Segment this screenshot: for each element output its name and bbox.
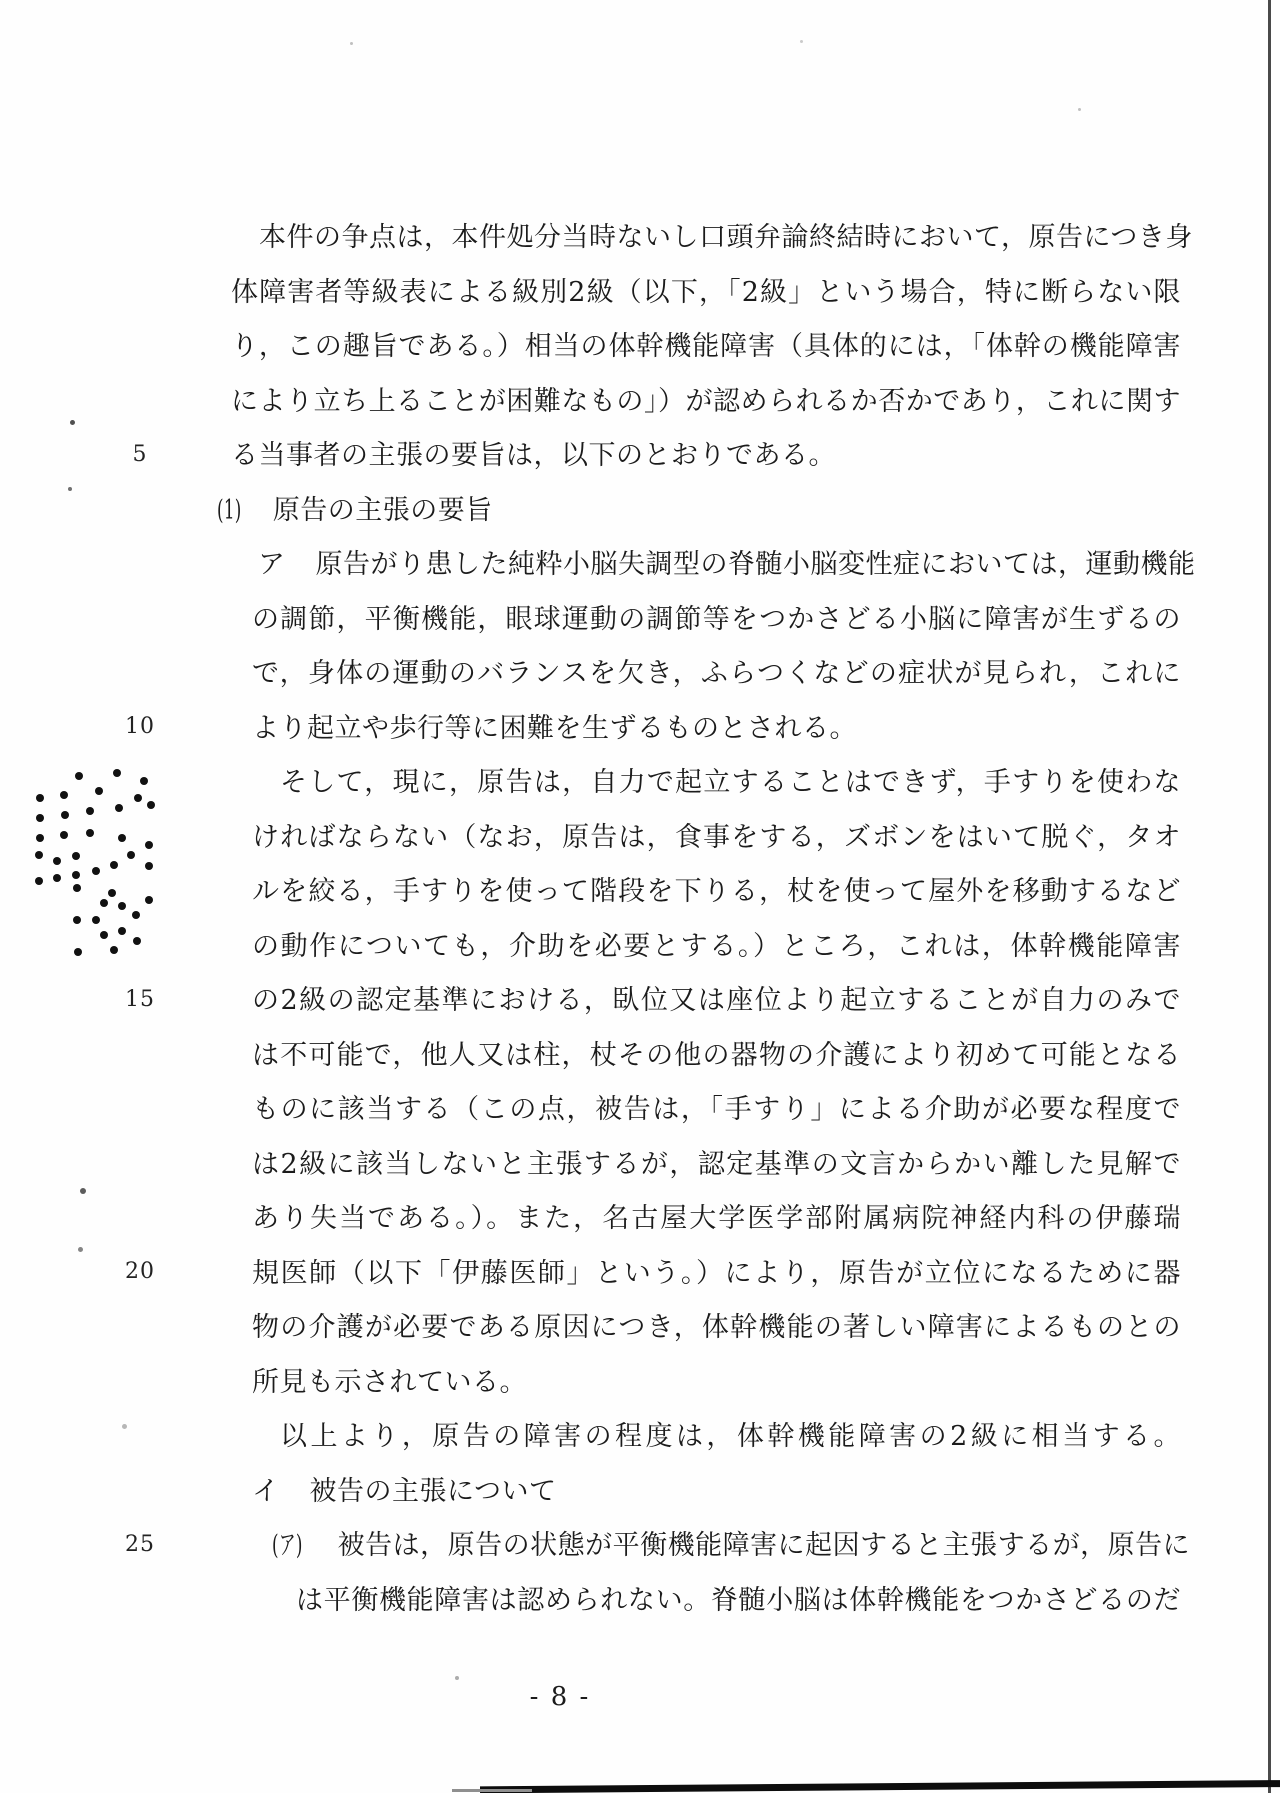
scan-bottom-streak-faint <box>452 1789 532 1792</box>
document-line-item-a <box>258 547 1196 583</box>
stamp-dot <box>140 777 148 785</box>
margin-line-number-10: 10 <box>125 714 155 739</box>
stamp-dot <box>92 916 100 924</box>
document-line: 所見も示されている。 <box>252 1367 527 1398</box>
stamp-dot <box>75 772 83 780</box>
document-line: の調節，平衡機能，眼球運動の調節等をつかさどる小脳に障害が生ずるの <box>252 604 1181 635</box>
stamp-dot <box>74 948 82 956</box>
item-text: 被告は，原告の状態が平衡機能障害に起因すると主張するが，原告に <box>337 1530 1191 1561</box>
stamp-dot <box>35 851 43 859</box>
item-text: 原告がり患した純粋小脳失調型の脊髄小脳変性症においては，運動機能 <box>315 549 1196 580</box>
document-line: 本件の争点は，本件処分当時ないし口頭弁論終結時において，原告につき身 <box>259 222 1193 253</box>
document-line: で，身体の運動のバランスを欠き，ふらつくなどの症状が見られ，これに <box>252 658 1181 689</box>
scan-right-edge-line <box>1268 0 1271 1793</box>
stamp-dot <box>100 899 108 907</box>
stamp-dot <box>73 884 81 892</box>
stamp-dot <box>35 877 43 885</box>
stamp-dot <box>73 916 81 924</box>
dust-speck <box>800 40 803 43</box>
stamp-dot <box>145 896 153 904</box>
stamp-dot <box>86 829 94 837</box>
item-text: 被告の主張について <box>309 1476 557 1507</box>
stamp-dot <box>118 834 126 842</box>
stamp-dot <box>145 841 153 849</box>
dust-speck <box>1078 108 1081 111</box>
dust-speck <box>68 487 72 491</box>
item-marker-a: ア <box>258 549 286 580</box>
section-number: (1) <box>217 495 242 526</box>
stamp-dot <box>147 801 155 809</box>
stamp-dot <box>72 871 80 879</box>
stamp-dot <box>134 794 142 802</box>
stamp-dot <box>72 852 80 860</box>
stamp-dot <box>86 807 94 815</box>
dust-speck <box>122 1424 127 1429</box>
document-line-item-i <box>252 1474 556 1510</box>
stamp-dot <box>133 937 141 945</box>
document-line-item-sub-a <box>272 1528 1191 1564</box>
dust-speck <box>455 1676 459 1680</box>
margin-line-number-20: 20 <box>125 1259 155 1284</box>
document-line: 物の介護が必要である原因につき，体幹機能の著しい障害によるものとの <box>252 1312 1181 1343</box>
document-line: は2級に該当しないと主張するが，認定基準の文言からかい離した見解で <box>252 1149 1181 1180</box>
document-line: ルを絞る，手すりを使って階段を下りる，杖を使って屋外を移動するなど <box>252 876 1181 907</box>
margin-line-number-5: 5 <box>132 442 148 467</box>
document-line: により立ち上ることが困難なもの」）が認められるか否かであり，これに関す <box>231 386 1181 417</box>
document-line-section-1 <box>217 493 493 529</box>
stamp-dot <box>118 902 126 910</box>
stamp-dot <box>36 814 44 822</box>
stamp-dot <box>145 862 153 870</box>
document-line: 以上より，原告の障害の程度は，体幹機能障害の2級に相当する。 <box>280 1421 1181 1452</box>
stamp-dot <box>60 791 68 799</box>
document-line: 規医師（以下「伊藤医師」という。）により，原告が立位になるために器 <box>252 1258 1181 1289</box>
dust-speck <box>78 1247 83 1252</box>
stamp-dot <box>60 831 68 839</box>
stamp-dot <box>36 834 44 842</box>
item-marker-sub-a: (ア) <box>272 1530 303 1561</box>
stamp-dot <box>100 931 108 939</box>
stamp-dot <box>110 861 118 869</box>
margin-line-number-15: 15 <box>125 987 155 1012</box>
document-line: る当事者の主張の要旨は，以下のとおりである。 <box>231 440 836 471</box>
stamp-dot <box>132 911 140 919</box>
document-line: は平衡機能障害は認められない。脊髄小脳は体幹機能をつかさどるのだ <box>296 1585 1181 1616</box>
document-line: は不可能で，他人又は柱，杖その他の器物の介護により初めて可能となる <box>252 1040 1181 1071</box>
document-line: より起立や歩行等に困難を生ずるものとされる。 <box>252 713 857 744</box>
stamp-dot <box>53 874 61 882</box>
document-line: あり失当である。）。また，名古屋大学医学部附属病院神経内科の伊藤瑞 <box>252 1203 1181 1234</box>
stamp-dot <box>36 794 44 802</box>
stamp-dot <box>108 889 116 897</box>
document-line: の2級の認定基準における，臥位又は座位より起立することが自力のみで <box>252 985 1181 1016</box>
margin-line-number-25: 25 <box>125 1532 155 1557</box>
stamp-dot <box>127 851 135 859</box>
document-line: 体障害者等級表による級別2級（以下，「2級」という場合，特に断らない限 <box>231 277 1181 308</box>
stamp-dot <box>92 867 100 875</box>
document-line: ければならない（なお，原告は，食事をする，ズボンをはいて脱ぐ，タオ <box>252 822 1181 853</box>
page-number: - 8 - <box>529 1682 591 1712</box>
dust-speck <box>350 42 353 45</box>
document-line: そして，現に，原告は，自力で起立することはできず，手すりを使わな <box>280 767 1181 798</box>
document-line: ものに該当する（この点，被告は，「手すり」による介助が必要な程度で <box>252 1094 1181 1125</box>
stamp-dot <box>95 787 103 795</box>
section-title: 原告の主張の要旨 <box>272 495 493 526</box>
stamp-dot <box>61 811 69 819</box>
stamp-dot <box>53 857 61 865</box>
stamp-dot <box>115 804 123 812</box>
stamp-dot <box>110 946 118 954</box>
item-marker-i: イ <box>252 1476 280 1507</box>
document-line: り，この趣旨である。）相当の体幹機能障害（具体的には，「体幹の機能障害 <box>231 331 1181 362</box>
stamp-dot <box>113 769 121 777</box>
stamp-dot <box>118 927 126 935</box>
dust-speck <box>70 420 75 425</box>
scan-bottom-streak <box>480 1780 1280 1793</box>
document-line: の動作についても，介助を必要とする。）ところ，これは，体幹機能障害 <box>252 931 1181 962</box>
dust-speck <box>80 1188 86 1194</box>
